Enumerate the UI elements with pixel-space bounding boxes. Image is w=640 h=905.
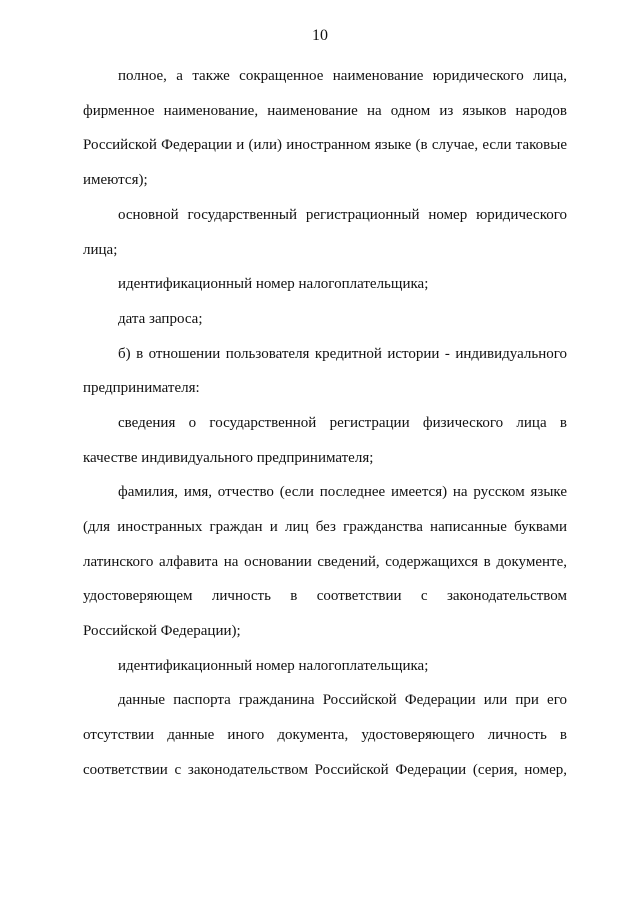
text-line: фирменное наименование, наименование на одном из языков народов bbox=[83, 103, 567, 119]
text-line: Российской Федерации и (или) иностранном языке (в случае, если таковые bbox=[83, 137, 567, 153]
text-line: (для иностранных граждан и лиц без гражданства написанные буквами bbox=[83, 519, 567, 535]
text-line: полное, а также сокращенное наименование юридического лица, bbox=[118, 68, 567, 84]
text-line: данные паспорта гражданина Российской Федерации или при его bbox=[118, 692, 567, 708]
text-line: латинского алфавита на основании сведений, содержащихся в документе, bbox=[83, 554, 567, 570]
text-line: качестве индивидуального предпринимателя; bbox=[83, 450, 374, 466]
text-line: лица; bbox=[83, 242, 118, 258]
text-line: соответствии с законодательством Российской Федерации (серия, номер, bbox=[83, 762, 567, 778]
text-line: Российской Федерации); bbox=[83, 623, 241, 639]
text-line: имеются); bbox=[83, 172, 148, 188]
text-line: фамилия, имя, отчество (если последнее имеется) на русском языке bbox=[118, 484, 567, 500]
text-line: отсутствии данные иного документа, удостоверяющего личность в bbox=[83, 727, 567, 743]
text-line: идентификационный номер налогоплательщика; bbox=[118, 276, 429, 292]
text-line: сведения о государственной регистрации физического лица в bbox=[118, 415, 567, 431]
text-line: основной государственный регистрационный номер юридического bbox=[118, 207, 567, 223]
page-number: 10 bbox=[312, 27, 328, 44]
text-line: предпринимателя: bbox=[83, 380, 200, 396]
text-line: дата запроса; bbox=[118, 311, 203, 327]
text-line: удостоверяющем личность в соответствии с законодательством bbox=[83, 588, 567, 604]
text-line: идентификационный номер налогоплательщика; bbox=[118, 658, 429, 674]
text-line: б) в отношении пользователя кредитной истории - индивидуального bbox=[118, 346, 567, 362]
